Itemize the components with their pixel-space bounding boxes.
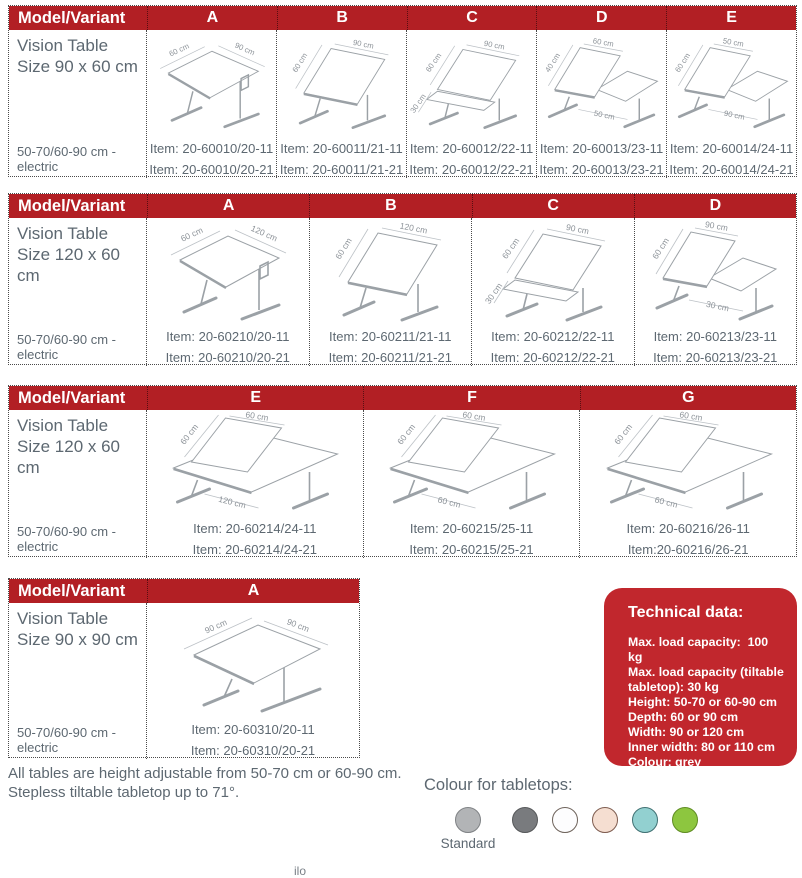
desk-illustration xyxy=(151,409,358,516)
table-header-row xyxy=(9,6,796,30)
item-number: Item: 20-60216/26-11 xyxy=(626,521,750,536)
column-header-F: F xyxy=(363,386,579,410)
item-number: Item: 20-60012/22-11 xyxy=(409,141,534,156)
height-range-label: 50-70/60-90 cm - electric xyxy=(17,332,116,362)
colour-swatch-white xyxy=(552,807,578,833)
column-header-B: B xyxy=(309,194,471,218)
product-size: Size 90 x 90 cm xyxy=(17,630,138,649)
product-size: Size 120 x 60 cm xyxy=(17,245,121,285)
dimension-label: 90 cm xyxy=(351,37,375,51)
dimension-label: 90 cm xyxy=(203,616,229,636)
dimension-label: 60 cm xyxy=(178,224,205,244)
product-table-section xyxy=(8,5,797,177)
dimension-label: 60 cm xyxy=(245,409,270,423)
footnote-line-1: All tables are height adjustable from 50-70 cm or 60-90 cm. xyxy=(8,765,402,782)
table-header-model-variant: Model/Variant xyxy=(18,389,126,407)
item-number: Item: 20-60210/20-11 xyxy=(166,329,290,344)
table-header-model-variant: Model/Variant xyxy=(18,582,126,600)
item-numbers xyxy=(149,136,273,178)
column-header-G: G xyxy=(580,386,796,410)
item-numbers xyxy=(653,324,777,366)
product-size: Size 120 x 60 cm xyxy=(17,437,121,477)
product-size: Size 90 x 60 cm xyxy=(17,57,138,76)
item-numbers xyxy=(627,516,750,558)
item-number: Item: 20-60212/22-11 xyxy=(491,329,615,344)
dimension-label: 90 cm xyxy=(704,219,730,233)
technical-data-title: Technical data: xyxy=(628,604,744,621)
dimension-label: 60 cm xyxy=(289,51,309,74)
column-header-D: D xyxy=(634,194,796,218)
dimension-label: 60 cm xyxy=(499,235,522,261)
variant-cell-A xyxy=(147,30,277,178)
column-header-E: E xyxy=(666,6,796,30)
technical-data-line: Colour: grey xyxy=(628,755,702,769)
dimension-label: 30 cm xyxy=(705,298,731,314)
column-header-C: C xyxy=(472,194,634,218)
dimension-label: 40 cm xyxy=(542,51,562,74)
column-header-A: A xyxy=(147,6,277,30)
variant-cell-B xyxy=(277,30,407,178)
technical-data-line: Height: 50-70 or 60-90 cm xyxy=(628,695,777,709)
variant-cell-C xyxy=(472,218,635,366)
item-number: Item: 20-60214/24-21 xyxy=(192,542,317,557)
item-number: Item: 20-60014/24-11 xyxy=(669,141,794,156)
technical-data-line: Inner width: 80 or 110 cm xyxy=(628,740,775,754)
technical-data-line: Max. load capacity: 100 kg xyxy=(628,635,772,664)
footnote-line-2: Stepless tiltable tabletop up to 71°. xyxy=(8,784,240,801)
item-numbers xyxy=(409,136,533,178)
dimension-label: 60 cm xyxy=(395,421,418,447)
item-number: Item: 20-60011/21-21 xyxy=(279,162,404,177)
tabletop-colour-label: Colour for tabletops: xyxy=(424,776,573,794)
column-header-A: A xyxy=(147,579,359,603)
item-number: Item: 20-60014/24-21 xyxy=(669,162,794,177)
footnote xyxy=(8,764,402,802)
model-info-cell xyxy=(9,218,147,366)
item-number: Item: 20-60012/22-21 xyxy=(409,162,534,177)
item-number: Item: 20-60211/21-11 xyxy=(329,329,452,344)
desk-illustration xyxy=(282,32,402,136)
height-range-label: 50-70/60-90 cm - electric xyxy=(17,524,116,554)
column-header-C: C xyxy=(407,6,537,30)
variant-cell-D xyxy=(537,30,667,178)
item-number: Item: 20-60215/25-11 xyxy=(409,521,534,536)
item-number: Item: 20-60213/23-21 xyxy=(653,350,778,365)
item-number: Item: 20-60310/20-11 xyxy=(191,722,315,737)
product-name: Vision Table xyxy=(17,36,109,55)
item-number: Item: 20-60013/23-11 xyxy=(539,141,664,156)
colour-swatch-dark-grey xyxy=(512,807,538,833)
desk-illustration xyxy=(639,220,791,324)
variant-cell-D xyxy=(635,218,797,366)
dimension-label: 60 cm xyxy=(591,36,614,49)
model-info-cell xyxy=(9,410,147,558)
item-numbers xyxy=(191,717,315,759)
item-number: Item: 20-60212/22-21 xyxy=(490,350,615,365)
desk-illustration xyxy=(585,409,792,516)
variant-cell-E xyxy=(667,30,796,178)
product-name: Vision Table xyxy=(17,416,109,435)
item-numbers xyxy=(193,516,317,558)
desk-illustration xyxy=(542,32,662,136)
variant-cell-C xyxy=(407,30,537,178)
item-number: Item: 20-60215/25-21 xyxy=(409,542,534,557)
dimension-label: 90 cm xyxy=(565,221,590,237)
item-number: Item: 20-60214/24-11 xyxy=(193,521,317,536)
dimension-label: 90 cm xyxy=(722,108,746,122)
dimension-label: 120 cm xyxy=(249,223,279,244)
item-numbers xyxy=(166,324,290,366)
table-header-row xyxy=(9,386,796,410)
dimension-label: 60 cm xyxy=(611,421,634,447)
item-number: Item:20-60216/26-21 xyxy=(627,542,749,557)
item-number: Item: 20-60211/21-21 xyxy=(328,350,452,365)
technical-data-line: Depth: 60 or 90 cm xyxy=(628,710,739,724)
desk-illustration xyxy=(368,409,575,516)
item-number: Item: 20-60213/23-11 xyxy=(653,329,777,344)
dimension-label: 60 cm xyxy=(167,41,191,59)
column-header-E: E xyxy=(147,386,363,410)
dimension-label: 90 cm xyxy=(285,616,311,635)
item-numbers xyxy=(280,136,403,178)
table-header-model-variant: Model/Variant xyxy=(18,197,126,215)
dimension-label: 30 cm xyxy=(407,92,428,115)
product-name: Vision Table xyxy=(17,609,109,628)
dimension-label: 60 cm xyxy=(423,51,443,74)
dimension-label: 60 cm xyxy=(650,235,672,261)
standard-colour-label: Standard xyxy=(440,836,496,851)
model-info-cell xyxy=(9,603,147,759)
model-info-cell xyxy=(9,30,147,178)
variant-cell-A xyxy=(147,603,359,759)
item-numbers xyxy=(329,324,452,366)
dimension-label: 60 cm xyxy=(461,409,487,423)
item-number: Item: 20-60210/20-21 xyxy=(165,350,290,365)
variant-cell-B xyxy=(310,218,473,366)
table-header-row xyxy=(9,194,796,218)
item-numbers xyxy=(491,324,615,366)
technical-data-box xyxy=(604,588,797,769)
table-header-model-variant: Model/Variant xyxy=(18,9,126,27)
footer-fragment: ilo xyxy=(294,864,307,878)
desk-illustration xyxy=(151,605,355,717)
technical-data-line: Max. load capacity (tiltable tabletop): 30 kg xyxy=(628,665,788,694)
item-numbers xyxy=(669,136,793,178)
column-header-A: A xyxy=(147,194,309,218)
colour-swatch-pale-teal xyxy=(632,807,658,833)
height-range-label: 50-70/60-90 cm - electric xyxy=(17,725,116,755)
technical-data-line: Width: 90 or 120 cm xyxy=(628,725,745,739)
variant-cell-E xyxy=(147,410,364,558)
dimension-label: 60 cm xyxy=(672,51,692,74)
dimension-label: 90 cm xyxy=(482,38,505,52)
dimension-label: 60 cm xyxy=(333,235,355,261)
desk-illustration xyxy=(672,32,792,136)
variant-cell-F xyxy=(364,410,581,558)
variant-cell-G xyxy=(580,410,796,558)
dimension-label: 60 cm xyxy=(653,494,679,510)
item-number: Item: 20-60011/21-11 xyxy=(280,141,403,156)
table-header-row xyxy=(9,579,359,603)
dimension-label: 120 cm xyxy=(217,493,248,511)
item-numbers xyxy=(539,136,663,178)
dimension-label: 50 cm xyxy=(592,108,616,122)
desk-illustration xyxy=(152,220,304,324)
desk-illustration xyxy=(407,32,532,136)
product-name: Vision Table xyxy=(17,224,109,243)
column-header-B: B xyxy=(277,6,407,30)
item-number: Item: 20-60310/20-21 xyxy=(190,743,316,758)
colour-swatch-light-grey xyxy=(455,807,481,833)
dimension-label: 60 cm xyxy=(178,421,201,447)
dimension-label: 90 cm xyxy=(232,40,256,58)
height-range-label: 50-70/60-90 cm - electric xyxy=(17,144,116,174)
colour-swatch-green xyxy=(672,807,698,833)
item-number: Item: 20-60010/20-11 xyxy=(149,141,274,156)
desk-illustration xyxy=(314,220,466,324)
column-header-D: D xyxy=(536,6,666,30)
dimension-label: 120 cm xyxy=(399,220,429,236)
dimension-label: 60 cm xyxy=(436,494,462,510)
product-table-section xyxy=(8,385,797,557)
item-numbers xyxy=(409,516,533,558)
item-number: Item: 20-60010/20-21 xyxy=(149,162,274,177)
product-table-section xyxy=(8,578,360,758)
dimension-label: 50 cm xyxy=(721,36,744,49)
colour-swatch-pale-pink xyxy=(592,807,618,833)
dimension-label: 60 cm xyxy=(678,409,703,423)
item-number: Item: 20-60013/23-21 xyxy=(539,162,664,177)
dimension-label: 30 cm xyxy=(482,280,505,306)
desk-illustration xyxy=(152,32,272,136)
product-table-section xyxy=(8,193,797,365)
desk-illustration xyxy=(477,220,629,324)
technical-data-lines xyxy=(628,635,788,770)
variant-cell-A xyxy=(147,218,310,366)
